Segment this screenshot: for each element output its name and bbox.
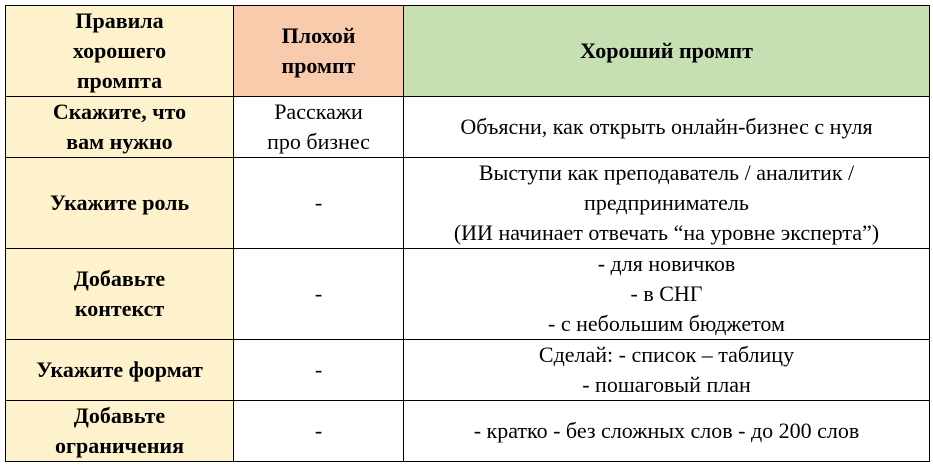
header-row bbox=[6, 6, 930, 97]
bad-prompt-cell bbox=[234, 340, 404, 401]
rule-cell bbox=[6, 158, 234, 249]
header-rules bbox=[6, 6, 234, 97]
rule-line: ограничения bbox=[54, 433, 184, 458]
good-line: Объясни, как открыть онлайн-бизнес с нуля bbox=[460, 114, 873, 139]
good-line: Выступи как преподаватель / аналитик / bbox=[478, 160, 855, 185]
good-prompt-cell bbox=[404, 340, 930, 401]
good-prompt-cell bbox=[404, 158, 930, 249]
rule-line: Добавьте bbox=[73, 403, 166, 428]
rule-line: контекст bbox=[74, 296, 165, 321]
bad-line: - bbox=[314, 357, 323, 382]
bad-line: Расскажи bbox=[274, 99, 363, 124]
table-row bbox=[6, 158, 930, 249]
good-line: - кратко - без сложных слов - до 200 слов bbox=[473, 418, 860, 443]
good-line: (ИИ начинает отвечать “на уровне эксперта”) bbox=[453, 220, 880, 245]
bad-line: про бизнес bbox=[267, 129, 370, 154]
bad-prompt-cell bbox=[234, 97, 404, 158]
rule-line: Добавьте bbox=[73, 266, 166, 291]
table-row bbox=[6, 249, 930, 340]
good-prompt-cell bbox=[404, 97, 930, 158]
prompt-rules-table bbox=[5, 5, 930, 462]
header-bad-prompt bbox=[234, 6, 404, 97]
header-rules-line: хорошего bbox=[72, 38, 167, 63]
good-line: - пошаговый план bbox=[582, 372, 751, 397]
bad-prompt-cell bbox=[234, 158, 404, 249]
good-line: - с небольшим бюджетом bbox=[548, 311, 785, 336]
table-row bbox=[6, 97, 930, 158]
bad-prompt-cell bbox=[234, 249, 404, 340]
header-rules-line: Правила bbox=[75, 8, 164, 33]
rule-cell bbox=[6, 249, 234, 340]
header-good-prompt: Хороший промпт bbox=[404, 6, 930, 97]
table-row bbox=[6, 340, 930, 401]
good-line: - в СНГ bbox=[630, 281, 703, 306]
good-prompt-cell bbox=[404, 401, 930, 462]
good-line: Сделай: - список – таблицу bbox=[538, 342, 795, 367]
bad-line: - bbox=[314, 281, 323, 306]
rule-line: Укажите роль bbox=[49, 190, 190, 215]
table-row bbox=[6, 401, 930, 462]
rule-line: Скажите, что bbox=[52, 99, 187, 124]
header-bad-line: промпт bbox=[281, 53, 356, 78]
rule-cell bbox=[6, 401, 234, 462]
bad-prompt-cell bbox=[234, 401, 404, 462]
header-bad-line: Плохой bbox=[281, 23, 356, 48]
header-rules-line: промпта bbox=[76, 68, 163, 93]
bad-line: - bbox=[314, 418, 323, 443]
good-line: - для новичков bbox=[597, 251, 736, 276]
rule-cell bbox=[6, 97, 234, 158]
bad-line: - bbox=[314, 190, 323, 215]
rule-cell bbox=[6, 340, 234, 401]
rule-line: вам нужно bbox=[66, 129, 173, 154]
rule-line: Укажите формат bbox=[36, 357, 203, 382]
good-prompt-cell bbox=[404, 249, 930, 340]
good-line: предприниматель bbox=[584, 190, 749, 215]
